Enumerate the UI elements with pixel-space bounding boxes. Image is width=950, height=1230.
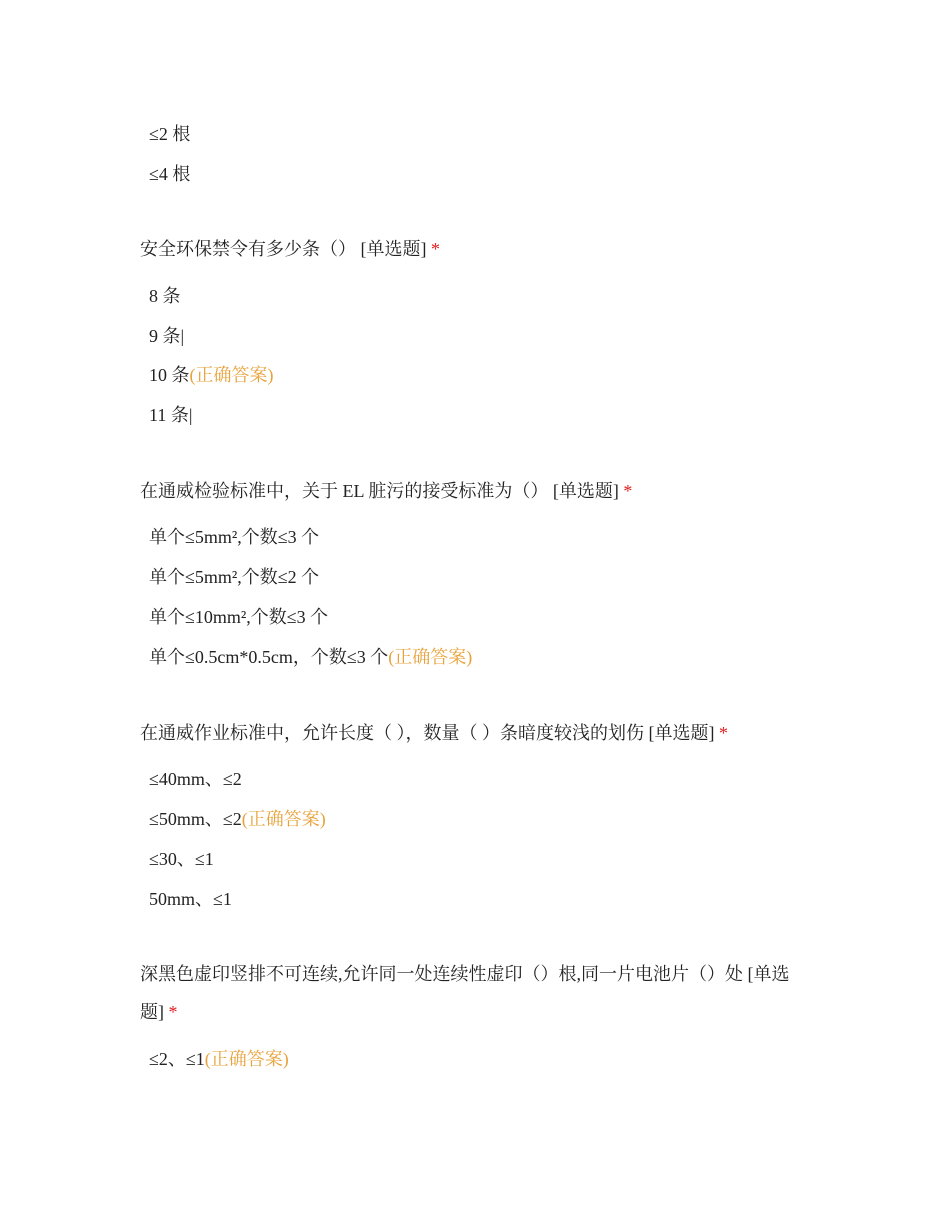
option-text: 10 条	[149, 365, 190, 385]
question-3-option-3[interactable]	[149, 847, 214, 871]
question-1-option-3[interactable]	[149, 363, 274, 387]
option-prev-2[interactable]	[149, 162, 190, 186]
question-1-option-1[interactable]	[149, 284, 181, 308]
option-text: ≤50mm、≤2	[149, 809, 242, 829]
question-3-option-1[interactable]	[149, 767, 242, 791]
question-3-option-2[interactable]	[149, 807, 326, 831]
question-3-option-4[interactable]	[149, 887, 232, 911]
option-text: 单个≤5mm²,个数≤2 个	[149, 567, 320, 587]
required-asterisk: *	[431, 239, 440, 259]
question-2-option-3[interactable]	[149, 605, 328, 629]
question-4-option-1[interactable]	[149, 1047, 289, 1071]
option-text: 9 条|	[149, 326, 185, 346]
option-text: 单个≤10mm²,个数≤3 个	[149, 607, 329, 627]
question-1-option-2[interactable]	[149, 324, 184, 348]
required-asterisk: *	[719, 723, 728, 743]
question-text: 安全环保禁令有多少条（） [单选题]	[140, 239, 427, 259]
correct-answer-label: (正确答案)	[189, 365, 274, 385]
option-text: 8 条	[149, 286, 181, 306]
option-text: 单个≤5mm²,个数≤3 个	[149, 527, 320, 547]
option-text: 11 条|	[149, 405, 193, 425]
option-text: ≤4 根	[149, 164, 191, 184]
correct-answer-label: (正确答案)	[241, 809, 326, 829]
question-1-option-4[interactable]	[149, 403, 192, 427]
question-text: 在通威检验标准中，关于 EL 脏污的接受标准为（） [单选题]	[140, 481, 619, 501]
question-1-title	[140, 230, 820, 268]
question-4-title	[140, 955, 800, 1031]
question-2-option-2[interactable]	[149, 565, 319, 589]
option-prev-1[interactable]	[149, 122, 190, 146]
option-text: 单个≤0.5cm*0.5cm，个数≤3 个	[149, 647, 389, 667]
option-text: ≤2 根	[149, 124, 191, 144]
question-3-title	[140, 714, 820, 752]
question-text: 深黑色虚印竖排不可连续,允许同一处连续性虚印（）根,同一片电池片（）处 [单选题]	[140, 964, 790, 1022]
required-asterisk: *	[168, 1002, 178, 1022]
option-text: 50mm、≤1	[149, 889, 232, 909]
question-2-option-1[interactable]	[149, 525, 319, 549]
question-2-title	[140, 472, 820, 510]
correct-answer-label: (正确答案)	[204, 1049, 289, 1069]
required-asterisk: *	[623, 481, 633, 501]
option-text: ≤40mm、≤2	[149, 769, 242, 789]
option-text: ≤2、≤1	[149, 1049, 205, 1069]
question-text: 在通威作业标准中，允许长度（ ），数量（ ）条暗度较浅的划伤 [单选题]	[140, 723, 715, 743]
question-2-option-4[interactable]	[149, 645, 472, 669]
correct-answer-label: (正确答案)	[388, 647, 473, 667]
option-text: ≤30、≤1	[149, 849, 214, 869]
